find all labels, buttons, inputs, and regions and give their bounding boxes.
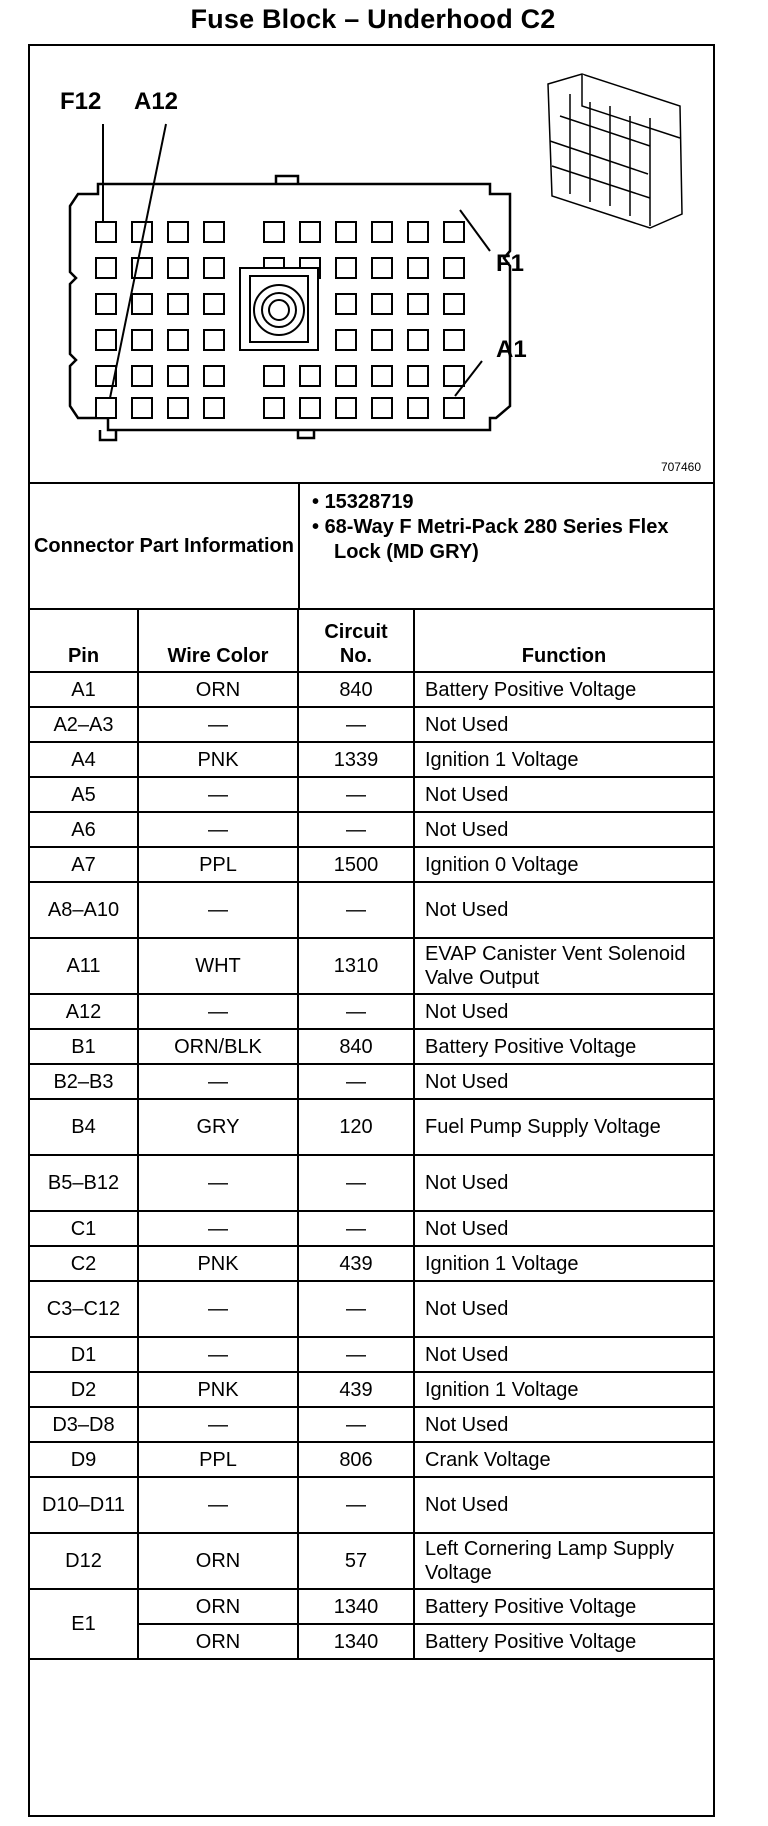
cell-pin: A6 [30, 812, 138, 847]
header-wire-color: Wire Color [138, 609, 298, 672]
cavity [264, 398, 284, 418]
cavity [204, 366, 224, 386]
cavity [132, 294, 152, 314]
table-row [30, 777, 713, 812]
cell-circuit: 1339 [298, 742, 414, 777]
cavity [168, 222, 188, 242]
cell-function: Battery Positive Voltage [414, 1029, 713, 1064]
part-number: • 15328719 [312, 491, 414, 513]
cavity [336, 294, 356, 314]
cavity [168, 294, 188, 314]
table-header-row [30, 609, 713, 672]
cell-function: Battery Positive Voltage [414, 1624, 713, 1659]
cell-wire-color: — [138, 1281, 298, 1337]
header-pin: Pin [30, 609, 138, 672]
cell-function: Not Used [414, 882, 713, 938]
cavity [96, 258, 116, 278]
cell-circuit: — [298, 812, 414, 847]
cell-circuit: 1340 [298, 1624, 414, 1659]
cavity [300, 366, 320, 386]
center-lock [240, 268, 318, 350]
cell-function: Ignition 0 Voltage [414, 847, 713, 882]
cell-wire-color: — [138, 812, 298, 847]
table-row [30, 1064, 713, 1099]
cavity [408, 222, 428, 242]
cell-wire-color: PNK [138, 1372, 298, 1407]
cavity [372, 294, 392, 314]
cell-circuit: — [298, 1155, 414, 1211]
cavity [96, 294, 116, 314]
cell-wire-color: — [138, 1155, 298, 1211]
cell-circuit: — [298, 1477, 414, 1533]
cavity [444, 222, 464, 242]
cavity [372, 398, 392, 418]
cell-wire-color: — [138, 777, 298, 812]
cell-wire-color: — [138, 994, 298, 1029]
cell-function: Not Used [414, 1337, 713, 1372]
cavity [132, 330, 152, 350]
cell-pin: A2–A3 [30, 707, 138, 742]
cell-circuit: — [298, 777, 414, 812]
cell-pin: D10–D11 [30, 1477, 138, 1533]
cavity [408, 366, 428, 386]
cell-function: Not Used [414, 812, 713, 847]
cell-circuit: — [298, 882, 414, 938]
cell-circuit: — [298, 1064, 414, 1099]
cavity [300, 398, 320, 418]
cell-pin: A5 [30, 777, 138, 812]
cell-pin: B2–B3 [30, 1064, 138, 1099]
header-function: Function [414, 609, 713, 672]
table-row [30, 742, 713, 777]
label-f1: F1 [496, 250, 525, 277]
label-a12: A12 [134, 88, 179, 115]
table-row [30, 1211, 713, 1246]
cell-wire-color: ORN [138, 1624, 298, 1659]
cavity [444, 294, 464, 314]
cavity [96, 398, 116, 418]
cell-circuit: 840 [298, 1029, 414, 1064]
cavity [96, 330, 116, 350]
cavity [168, 330, 188, 350]
cell-wire-color: PPL [138, 1442, 298, 1477]
cavity [204, 222, 224, 242]
part-info-values [312, 490, 713, 565]
page-title: Fuse Block – Underhood C2 [190, 4, 556, 34]
cell-function: Battery Positive Voltage [414, 672, 713, 707]
cell-circuit: — [298, 1211, 414, 1246]
cell-function: Not Used [414, 1064, 713, 1099]
cell-function: Not Used [414, 707, 713, 742]
part-info-label: Connector Part Information [30, 484, 300, 608]
cell-function: Fuel Pump Supply Voltage [414, 1099, 713, 1155]
table-row [30, 707, 713, 742]
connector-part-info [30, 484, 713, 610]
cell-function: Crank Voltage [414, 1442, 713, 1477]
cavity [444, 366, 464, 386]
cavity [336, 222, 356, 242]
table-row [30, 847, 713, 882]
cavity [372, 258, 392, 278]
cell-pin: C1 [30, 1211, 138, 1246]
cell-wire-color: — [138, 1211, 298, 1246]
label-a1: A1 [496, 336, 527, 363]
cavity [132, 366, 152, 386]
table-row [30, 1155, 713, 1211]
cell-circuit: — [298, 1281, 414, 1337]
cell-wire-color: ORN [138, 672, 298, 707]
table-row [30, 1029, 713, 1064]
cell-pin: C3–C12 [30, 1281, 138, 1337]
cell-wire-color: GRY [138, 1099, 298, 1155]
cell-circuit: — [298, 707, 414, 742]
cavity [336, 330, 356, 350]
table-row [30, 882, 713, 938]
table-row [30, 938, 713, 994]
cavity [264, 222, 284, 242]
cell-wire-color: PNK [138, 742, 298, 777]
cell-circuit: 806 [298, 1442, 414, 1477]
cavity [336, 258, 356, 278]
cavity [408, 398, 428, 418]
cavity [204, 258, 224, 278]
cell-function: Ignition 1 Voltage [414, 1372, 713, 1407]
cavity [408, 258, 428, 278]
table-row [30, 1442, 713, 1477]
cell-function: Not Used [414, 1155, 713, 1211]
cell-circuit: — [298, 1337, 414, 1372]
connector-isometric-icon [548, 74, 682, 228]
cell-function: EVAP Canister Vent Solenoid Valve Output [414, 938, 713, 994]
cavity [408, 330, 428, 350]
cell-function: Not Used [414, 1407, 713, 1442]
cell-pin: B5–B12 [30, 1155, 138, 1211]
cavity [168, 258, 188, 278]
cell-pin: A4 [30, 742, 138, 777]
cell-circuit: 439 [298, 1372, 414, 1407]
cell-wire-color: PNK [138, 1246, 298, 1281]
cell-pin: A12 [30, 994, 138, 1029]
cavity [444, 398, 464, 418]
cell-pin: B1 [30, 1029, 138, 1064]
cell-circuit: — [298, 1407, 414, 1442]
cell-pin: C2 [30, 1246, 138, 1281]
cell-wire-color: PPL [138, 847, 298, 882]
cell-wire-color: — [138, 1407, 298, 1442]
cell-circuit: 840 [298, 672, 414, 707]
cavity [264, 366, 284, 386]
cell-function: Not Used [414, 1281, 713, 1337]
cavity [336, 366, 356, 386]
cell-function: Ignition 1 Voltage [414, 742, 713, 777]
table-row [30, 1533, 713, 1589]
cell-function: Not Used [414, 777, 713, 812]
table-row [30, 1099, 713, 1155]
cell-circuit: 1340 [298, 1589, 414, 1624]
table-row [30, 672, 713, 707]
cell-pin: E1 [30, 1589, 138, 1659]
table-row [30, 1589, 713, 1624]
cavity [444, 258, 464, 278]
cell-pin: A11 [30, 938, 138, 994]
cell-pin: D2 [30, 1372, 138, 1407]
cell-pin: A1 [30, 672, 138, 707]
cell-wire-color: — [138, 1477, 298, 1533]
cell-function: Not Used [414, 1477, 713, 1533]
part-description: • 68-Way F Metri-Pack 280 Series Flex Lock (MD GRY) [312, 516, 669, 563]
cavity [204, 294, 224, 314]
cavity [168, 366, 188, 386]
cell-function: Left Cornering Lamp Supply Voltage [414, 1533, 713, 1589]
cell-function: Ignition 1 Voltage [414, 1246, 713, 1281]
cell-wire-color: ORN [138, 1589, 298, 1624]
cavity [408, 294, 428, 314]
cell-pin: D9 [30, 1442, 138, 1477]
cavity [300, 222, 320, 242]
cavity [96, 222, 116, 242]
cell-circuit: 1310 [298, 938, 414, 994]
cell-pin: D1 [30, 1337, 138, 1372]
cavity [372, 330, 392, 350]
cavity [372, 366, 392, 386]
table-row [30, 1372, 713, 1407]
cell-wire-color: — [138, 882, 298, 938]
cell-wire-color: — [138, 1064, 298, 1099]
cell-function: Battery Positive Voltage [414, 1589, 713, 1624]
table-row [30, 1407, 713, 1442]
table-row [30, 1477, 713, 1533]
label-f12: F12 [60, 88, 102, 115]
cell-circuit: — [298, 994, 414, 1029]
cavity [444, 330, 464, 350]
pinout-table [30, 608, 713, 1660]
connector-diagram [30, 46, 713, 484]
cavity [132, 398, 152, 418]
cell-circuit: 57 [298, 1533, 414, 1589]
connector-sheet [28, 44, 715, 1817]
cell-pin: B4 [30, 1099, 138, 1155]
table-row [30, 994, 713, 1029]
cavity [204, 398, 224, 418]
figure-code: 707460 [660, 460, 701, 474]
cell-pin: A8–A10 [30, 882, 138, 938]
cell-circuit: 1500 [298, 847, 414, 882]
cell-pin: A7 [30, 847, 138, 882]
leader-lines [103, 124, 490, 398]
cavity [204, 330, 224, 350]
cavity [372, 222, 392, 242]
cavity [336, 398, 356, 418]
cell-wire-color: — [138, 707, 298, 742]
connector-face-drawing [30, 46, 713, 482]
header-circuit: Circuit No. [298, 609, 414, 672]
cell-pin: D12 [30, 1533, 138, 1589]
table-row [30, 1281, 713, 1337]
cell-function: Not Used [414, 994, 713, 1029]
cell-circuit: 120 [298, 1099, 414, 1155]
table-row [30, 1337, 713, 1372]
cell-function: Not Used [414, 1211, 713, 1246]
cavity [168, 398, 188, 418]
table-row [30, 1246, 713, 1281]
cell-wire-color: — [138, 1337, 298, 1372]
cell-pin: D3–D8 [30, 1407, 138, 1442]
cell-wire-color: ORN [138, 1533, 298, 1589]
cell-wire-color: ORN/BLK [138, 1029, 298, 1064]
cell-wire-color: WHT [138, 938, 298, 994]
table-row [30, 812, 713, 847]
cell-circuit: 439 [298, 1246, 414, 1281]
